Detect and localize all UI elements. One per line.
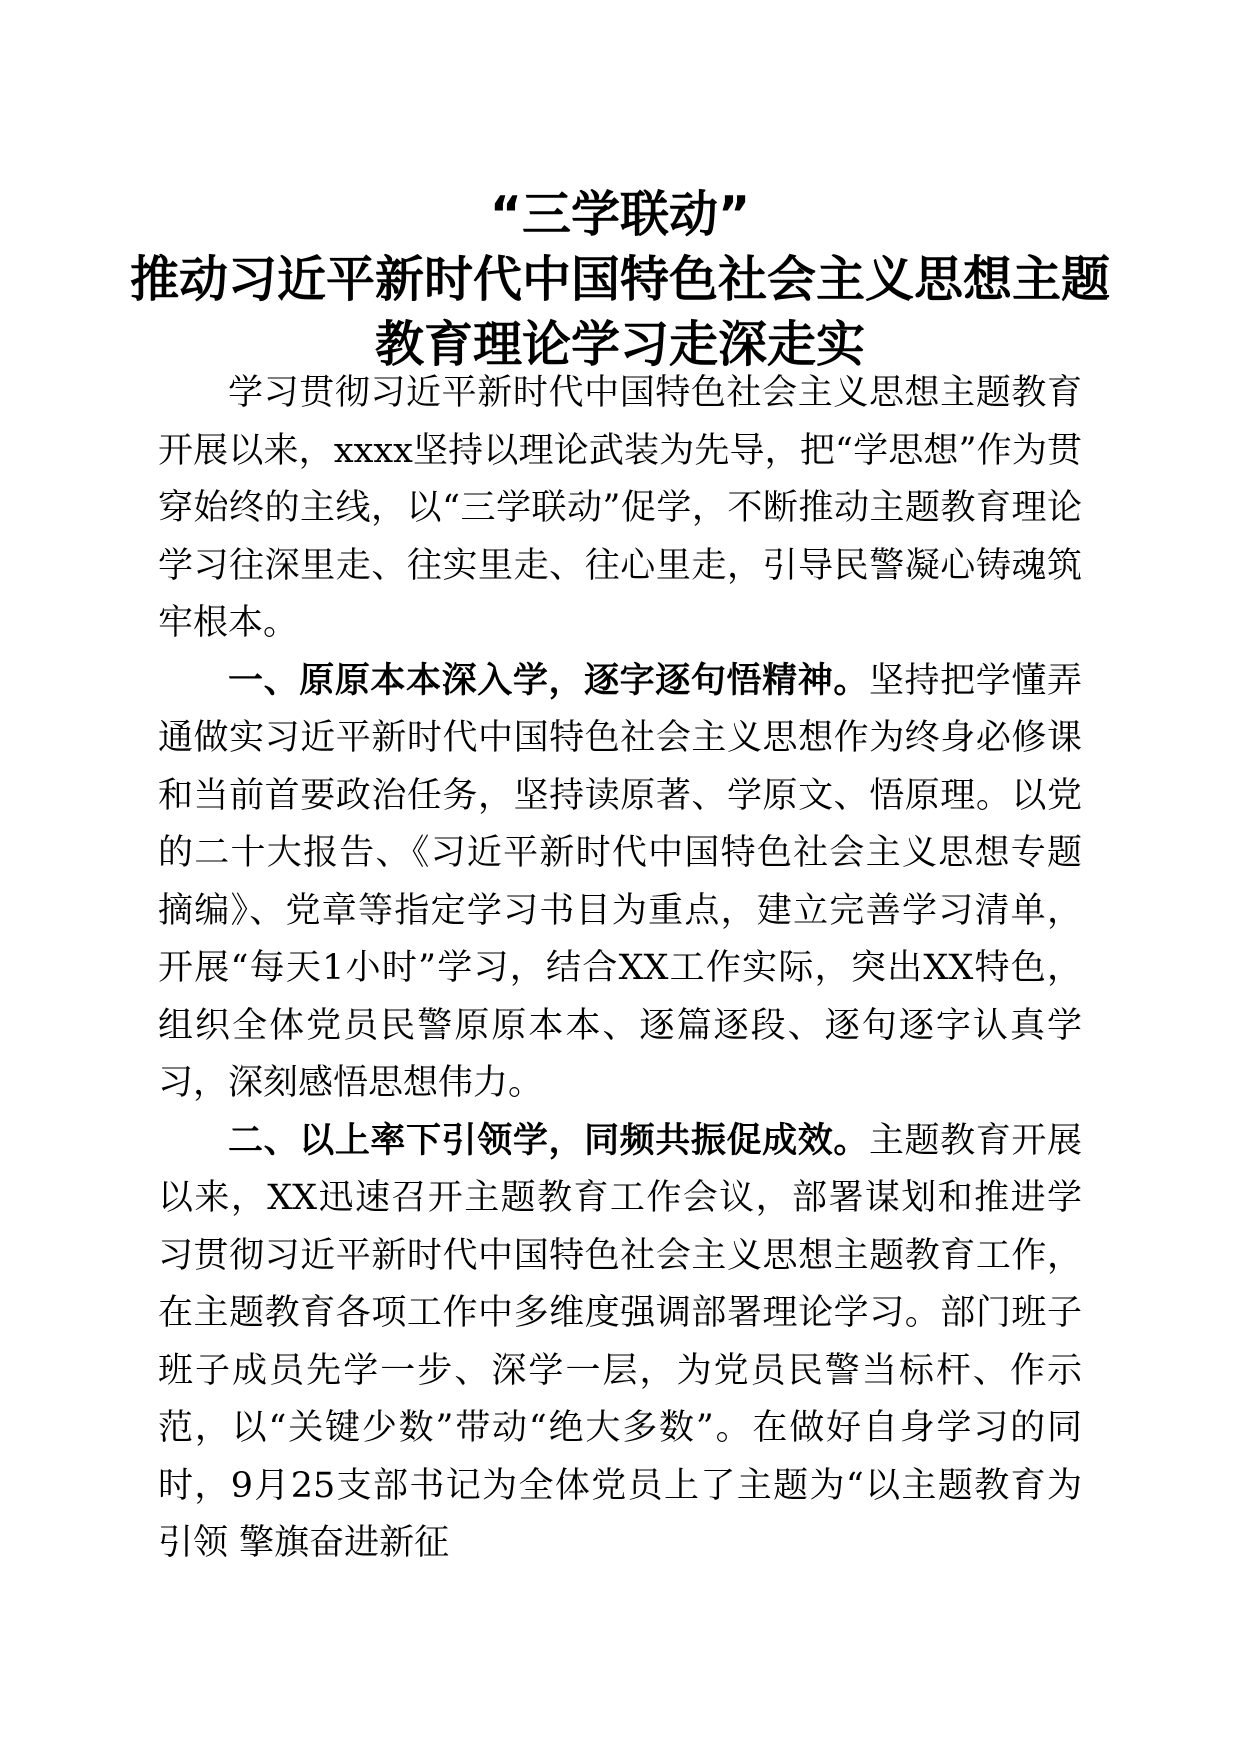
paragraph-text: 坚持把学懂弄通做实习近平新时代中国特色社会主义思想作为终身必修课和当前首要政治任务，坚持读原著、学原文、悟原理。以党的二十大报告、《习近平新时代中国特色社会主义思想专题摘编》、党章等指定学习书目为重点，建立完善学习清单，开展“每天1小时”学习，结合XX工作实际，突出XX特色，组织全体党员民警原原本本、逐篇逐段、逐句逐字认真学习，深刻感悟思想伟力。 [158, 660, 1082, 1103]
paragraph-section-2 [158, 1113, 1082, 1573]
title-line-1: “三学联动” [489, 186, 751, 243]
section-heading: 二、以上率下引领学，同频共振促成效。 [228, 1120, 869, 1161]
paragraph-text: 主题教育开展以来，XX迅速召开主题教育工作会议，部署谋划和推进学习贯彻习近平新时代中国特色社会主义思想主题教育工作，在主题教育各项工作中多维度强调部署理论学习。部门班子班子成员先学一步、深学一层，为党员民警当标杆、作示范，以“关键少数”带动“绝大多数”。在做好自身学习的同时，9月25支部书记为全体党员上了主题为“以主题教育为引领 擎旗奋进新征 [158, 1120, 1082, 1563]
paragraph-text: 学习贯彻习近平新时代中国特色社会主义思想主题教育开展以来，xxxx坚持以理论武装为先导，把“学思想”作为贯穿始终的主线，以“三学联动”促学，不断推动主题教育理论学习往深里走、往实里走、往心里走，引导民警凝心铸魂筑牢根本。 [158, 373, 1082, 643]
document-body [158, 365, 1082, 1573]
title-line-3: 教育理论学习走深走实 [374, 316, 865, 373]
paragraph-section-1 [158, 653, 1082, 1113]
title-line-2: 推动习近平新时代中国特色社会主义思想主题 [130, 251, 1111, 308]
document-title [130, 182, 1110, 377]
section-heading: 一、原原本本深入学，逐字逐句悟精神。 [228, 660, 869, 701]
paragraph-intro [158, 365, 1082, 653]
